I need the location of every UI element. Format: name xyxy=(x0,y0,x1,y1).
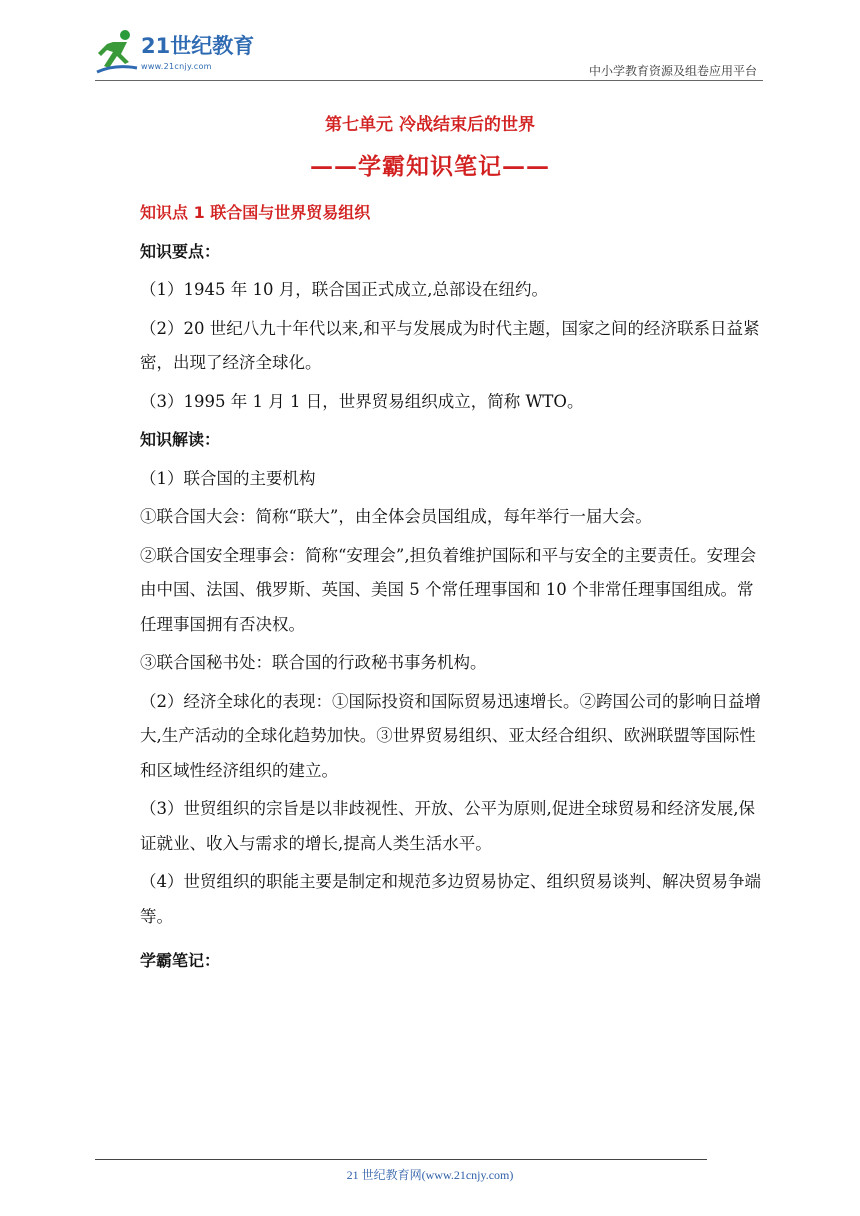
reading-3: ②联合国安全理事会：简称“安理会”,担负着维护国际和平与安全的主要责任。安理会由中国、法国、俄罗斯、英国、美国 5 个常任理事国和 10 个非常任理事国组成。常任理事国拥有否决权。 xyxy=(140,545,757,634)
reading-7: （4）世贸组织的职能主要是制定和规范多边贸易协定、组织贸易谈判、解决贸易争端等。 xyxy=(140,872,761,926)
reading-4: ③联合国秘书处：联合国的行政秘书事务机构。 xyxy=(140,653,487,672)
reading-label: 知识解读： xyxy=(140,430,221,449)
footer-divider xyxy=(95,1159,707,1160)
runner-logo-icon xyxy=(95,28,141,76)
point-1: （1）1945 年 10 月，联合国正式成立,总部设在纽约。 xyxy=(140,280,548,299)
footer-text: 21 世纪教育网(www.21cnjy.com) xyxy=(346,1168,514,1182)
reading-5: （2）经济全球化的表现：①国际投资和国际贸易迅速增长。②跨国公司的影响日益增大,生产活动的全球化趋势加快。③世界贸易组织、亚太经合组织、欧洲联盟等国际性和区域性经济组织的建立。 xyxy=(140,691,761,780)
logo-text: 21世纪教育 xyxy=(141,34,255,58)
section-heading: 知识点 1 联合国与世界贸易组织 xyxy=(140,203,371,222)
reading-2: ①联合国大会：简称“联大”，由全体会员国组成，每年举行一届大会。 xyxy=(140,507,652,526)
reading-1: （1）联合国的主要机构 xyxy=(140,468,316,488)
unit-title: 第七单元 冷战结束后的世界 xyxy=(325,115,535,135)
reading-6: （3）世贸组织的宗旨是以非歧视性、开放、公平为原则,促进全球贸易和经济发展,保证就业、收入与需求的增长,提高人类生活水平。 xyxy=(140,799,755,853)
logo-url: www.21cnjy.com xyxy=(141,62,212,71)
point-3: （3）1995 年 1 月 1 日，世界贸易组织成立，简称 WTO。 xyxy=(140,391,584,411)
points-label: 知识要点： xyxy=(140,241,221,261)
platform-label: 中小学教育资源及组卷应用平台 xyxy=(588,64,757,78)
document-subtitle: ——学霸知识笔记—— xyxy=(310,153,550,180)
main-content xyxy=(140,196,765,983)
page-header xyxy=(95,28,763,80)
logo xyxy=(95,28,265,78)
notes-label: 学霸笔记： xyxy=(140,951,221,970)
point-2: （2）20 世纪八九十年代以来,和平与发展成为时代主题，国家之间的经济联系日益紧密，出现了经济全球化。 xyxy=(140,318,760,372)
header-divider xyxy=(95,80,763,81)
